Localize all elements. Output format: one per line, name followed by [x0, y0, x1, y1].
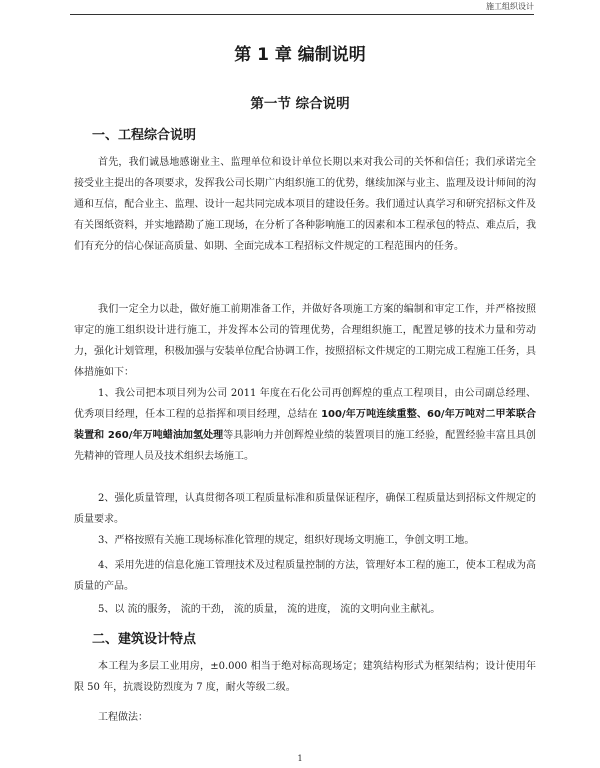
paragraph-item-4: 4、采用先进的信息化施工管理技术及过程质量控制的方法，管理好本工程的施工，使本工程成为高质量的产品。 [74, 560, 536, 592]
paragraph-item-1 [74, 383, 536, 467]
item-1-text-a: 1、我公司把本项目列为公司 2011 年度在石化公司再创辉煌的重点工程项目，由公司副总经理、优秀项目经理，任本工程的总指挥和项目经理，总结在 [74, 388, 536, 420]
paragraph-item-3: 3、严格按照有关施工现场标准化管理的规定，组织好现场文明施工，争创文明工地。 [98, 535, 475, 546]
section-title: 第一节 综合说明 [250, 96, 350, 112]
paragraph-commitment: 我们一定全力以赴，做好施工前期准备工作，并做好各项施工方案的编制和审定工作，并严格按照审定的施工组织设计进行施工，并发挥本公司的管理优势，合理组织施工，配置足够的技术力量和劳动力，强化计划管理，积极加强与安装单位配合协调工作，按照招标文件规定的工期完成工程施工任务，具体措施如下： [74, 304, 536, 378]
item-1-text-b: 等具影响力并创辉煌业绩的装置项目的施工经验，配置经验丰富且具创先精神的管理人员及技术组织去场施工。 [74, 430, 536, 462]
heading-project-overview: 一、工程综合说明 [92, 128, 197, 143]
page-number: 1 [297, 754, 303, 763]
paragraph-intro: 首先，我们诚恳地感谢业主、监理单位和设计单位长期以来对我公司的关怀和信任；我们承诺完全接受业主提出的各项要求，发挥我公司长期广内组织施工的优势，继续加深与业主、监理及设计师间的沟通和互信，配合业主、监理、设计一起共同完成本项目的建设任务。我们通过认真学习和研究招标文件及有关图纸资料，并实地踏勘了施工现场，在分析了各种影响施工的因素和本工程承包的特点、难点后，我们有充分的信心保证高质量、如期、全面完成本工程招标文件规定的工程范围内的任务。 [74, 157, 536, 252]
heading-architecture-features: 二、建筑设计特点 [92, 632, 197, 647]
paragraph-item-5: 5、以 流的服务， 流的干劲， 流的质量， 流的进度， 流的文明向业主献礼。 [98, 604, 441, 615]
paragraph-methods: 工程做法： [98, 712, 148, 723]
chapter-title: 第 1 章 编制说明 [234, 45, 366, 65]
header-text: 施工组织设计 [486, 2, 534, 11]
paragraph-architecture: 本工程为多层工业用房，±0.000 相当于绝对标高现场定；建筑结构形式为框架结构；设计使用年限 50 年，抗震设防烈度为 7 度，耐火等级二级。 [74, 661, 536, 693]
paragraph-item-2: 2、强化质量管理，认真贯彻各项工程质量标准和质量保证程序，确保工程质量达到招标文件规定的质量要求。 [74, 493, 536, 525]
page-header [70, 0, 534, 15]
item-1-bold-text: 100/年万吨连续重整、60/年万吨对二甲苯联合装置和 260/年万吨蜡油加氢处理 [74, 409, 536, 441]
